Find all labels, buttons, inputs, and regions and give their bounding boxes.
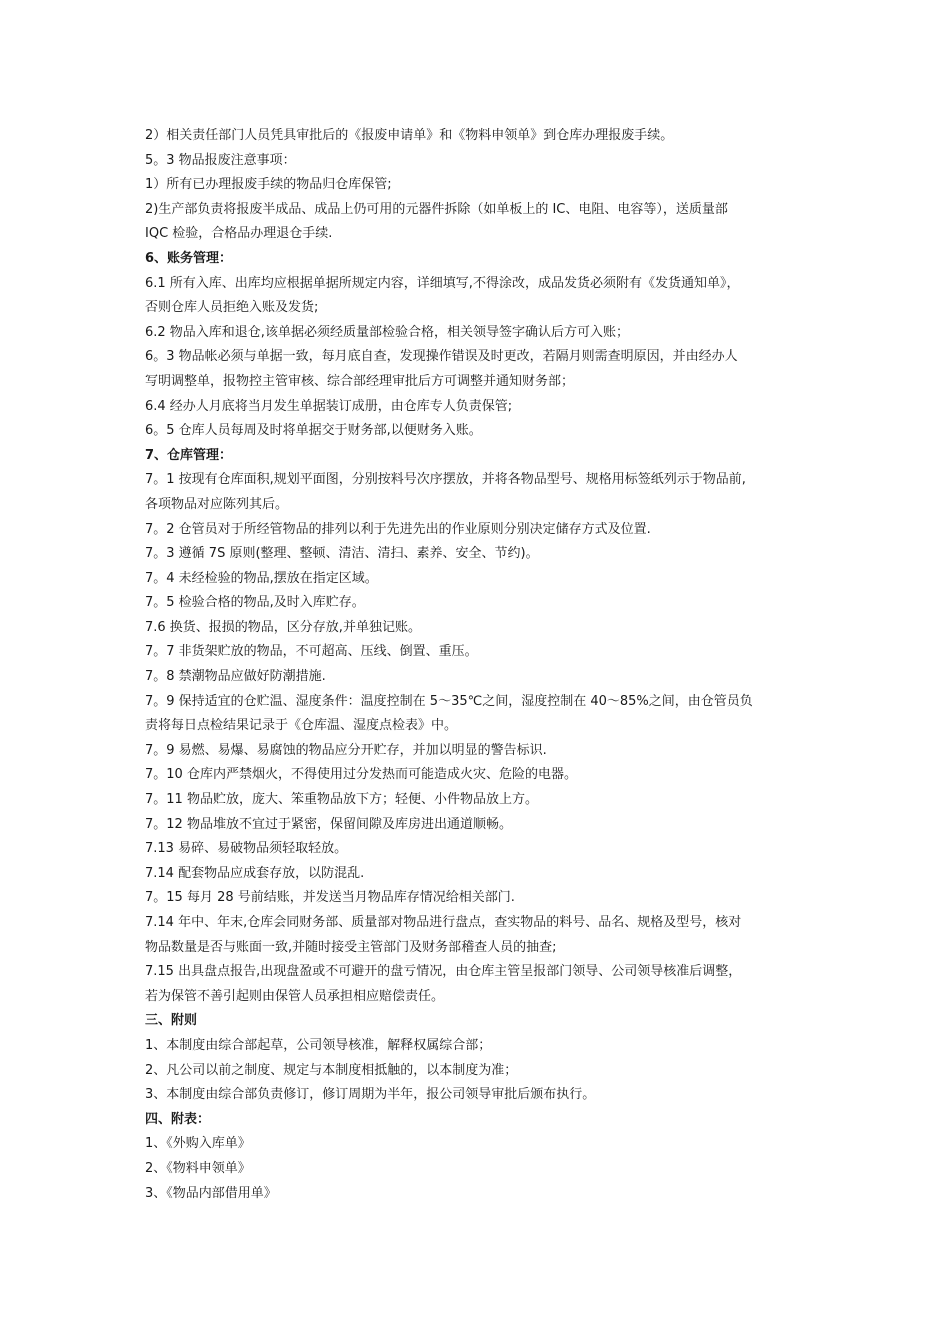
text-line: 5。3 物品报废注意事项： (145, 152, 296, 168)
text-line: 7。4 未经检验的物品,摆放在指定区域。 (145, 570, 378, 586)
text-line: 7。12 物品堆放不宜过于紧密，保留间隙及库房进出通道顺畅。 (145, 816, 512, 832)
text-line: 若为保管不善引起则由保管人员承担相应赔偿责任。 (145, 988, 445, 1004)
text-line: 物品数量是否与账面一致,并随时接受主管部门及财务部稽查人员的抽查; (145, 939, 557, 955)
text-line: 3、本制度由综合部负责修订，修订周期为半年，报公司领导审批后颁布执行。 (145, 1087, 596, 1103)
text-line: 7。8 禁潮物品应做好防潮措施. (145, 669, 326, 685)
document-page (145, 124, 810, 1206)
section-heading: 6、账务管理： (145, 250, 233, 266)
section-heading: 三、附则 (145, 1013, 198, 1029)
text-line: 1）所有已办理报废手续的物品归仓库保管; (145, 177, 392, 193)
text-line: 1、《外购入库单》 (145, 1136, 251, 1152)
text-line: 6.4 经办人月底将当月发生单据装订成册，由仓库专人负责保管; (145, 398, 513, 414)
section-heading: 四、附表： (145, 1111, 211, 1127)
text-line: 7.14 配套物品应成套存放，以防混乱. (145, 865, 365, 881)
text-line: 1、本制度由综合部起草，公司领导核准，解释权属综合部； (145, 1037, 492, 1053)
text-line: 7。7 非货架贮放的物品，不可超高、压线、倒置、重压。 (145, 644, 478, 660)
section-heading: 7、仓库管理： (145, 447, 233, 463)
text-line: 7。3 遵循 7S 原则(整理、整顿、清洁、清扫、素养、安全、节约)。 (145, 546, 539, 562)
text-line: 6.1 所有入库、出库均应根据单据所规定内容，详细填写,不得涂改，成品发货必须附有《发货通知单》， (145, 275, 740, 291)
text-line: 7.6 换货、报损的物品，区分存放,并单独记账。 (145, 619, 421, 635)
text-line: 7。9 保持适宜的仓贮温、湿度条件：温度控制在 5～35℃之间，湿度控制在 40～85%之间，由仓管员负 (145, 693, 753, 709)
text-line: 7.14 年中、年末,仓库会同财务部、质量部对物品进行盘点，查实物品的料号、品名、规格及型号，核对 (145, 915, 742, 930)
text-line: 7。10 仓库内严禁烟火，不得使用过分发热而可能造成火灾、危险的电器。 (145, 767, 577, 783)
text-line: 6。5 仓库人员每周及时将单据交于财务部,以便财务入账。 (145, 423, 482, 439)
text-line: 2、凡公司以前之制度、规定与本制度相抵触的，以本制度为准； (145, 1062, 518, 1078)
text-line: 7。11 物品贮放，庞大、笨重物品放下方；轻便、小件物品放上方。 (145, 792, 538, 808)
text-line: 7。5 检验合格的物品,及时入库贮存。 (145, 595, 365, 611)
text-line: 写明调整单，报物控主管审核、综合部经理审批后方可调整并通知财务部； (145, 373, 575, 389)
text-line: IQC 检验，合格品办理退仓手续. (145, 226, 333, 242)
text-line: 2）相关责任部门人员凭具审批后的《报废申请单》和《物料申领单》到仓库办理报废手续。 (145, 128, 674, 143)
text-line: 2)生产部负责将报废半成品、成品上仍可用的元器件拆除（如单板上的 IC、电阻、电容等），送质量部 (145, 201, 728, 217)
text-line: 责将每日点检结果记录于《仓库温、湿度点检表》中。 (145, 718, 458, 734)
text-line: 6.2 物品入库和退仓,该单据必须经质量部检验合格，相关领导签字确认后方可入账； (145, 324, 629, 340)
text-line: 2、《物料申领单》 (145, 1160, 251, 1176)
text-line: 7。1 按现有仓库面积,规划平面图，分别按料号次序摆放，并将各物品型号、规格用标签纸列示于物品前, (145, 472, 746, 488)
text-line: 否则仓库人员拒绝入账及发货; (145, 300, 319, 316)
text-line: 6。3 物品帐必须与单据一致，每月底自查，发现操作错误及时更改，若隔月则需查明原因，并由经办人 (145, 349, 738, 365)
text-line: 7。2 仓管员对于所经管物品的排列以利于先进先出的作业原则分别决定储存方式及位置. (145, 521, 651, 537)
text-line: 7。15 每月 28 号前结账，并发送当月物品库存情况给相关部门. (145, 890, 515, 906)
text-line: 7.15 出具盘点报告,出现盘盈或不可避开的盘亏情况，由仓库主管呈报部门领导、公司领导核准后调整， (145, 964, 742, 980)
text-line: 7。9 易燃、易爆、易腐蚀的物品应分开贮存，并加以明显的警告标识. (145, 742, 547, 758)
text-line: 各项物品对应陈列其后。 (145, 496, 289, 512)
text-line: 3、《物品内部借用单》 (145, 1185, 277, 1201)
text-line: 7.13 易碎、易破物品须轻取轻放。 (145, 841, 348, 857)
